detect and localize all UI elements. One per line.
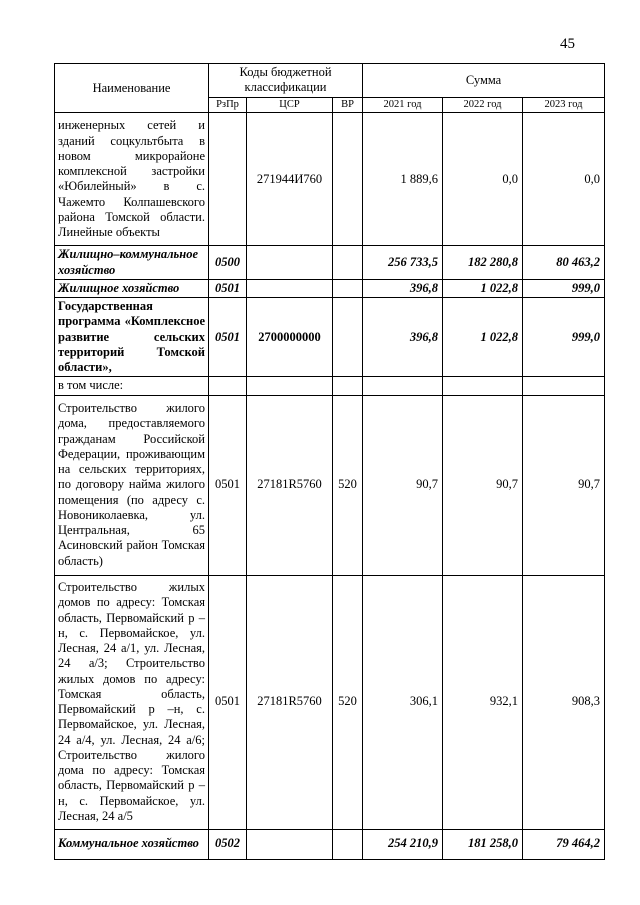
row-csr bbox=[247, 377, 333, 395]
row-name: Жилищно–коммунальное хозяйство bbox=[55, 246, 209, 280]
table-row bbox=[55, 279, 605, 297]
row-2021: 256 733,5 bbox=[363, 246, 443, 280]
row-csr: 27181R5760 bbox=[247, 575, 333, 829]
row-2022: 0,0 bbox=[443, 113, 523, 246]
header-codes: Коды бюджетной классификации bbox=[209, 64, 363, 98]
header-2022: 2022 год bbox=[443, 97, 523, 113]
row-name: Строительство жилого дома, предоставляемого гражданам Российской Федерации, проживающим на сельских территориях, по договору найма жилого помещения (по адресу с. Новониколаевка, ул. Центральная, 65 Асиновский район Томская область) bbox=[55, 395, 209, 575]
row-vr: 520 bbox=[333, 395, 363, 575]
budget-table bbox=[54, 63, 605, 860]
header-vr: ВР bbox=[333, 97, 363, 113]
row-2023: 90,7 bbox=[523, 395, 605, 575]
table-row bbox=[55, 829, 605, 859]
row-csr bbox=[247, 829, 333, 859]
row-name: инженерных сетей и зданий соцкультбыта в новом микрорайоне комплексной застройки «Юбилейный» в с. Чажемто Колпашевского района Томской области. Линейные объекты bbox=[55, 113, 209, 246]
row-csr bbox=[247, 246, 333, 280]
row-2023 bbox=[523, 377, 605, 395]
row-csr: 27181R5760 bbox=[247, 395, 333, 575]
row-csr: 2700000000 bbox=[247, 298, 333, 377]
header-2021: 2021 год bbox=[363, 97, 443, 113]
page-number: 45 bbox=[560, 36, 575, 52]
header-name: Наименование bbox=[55, 64, 209, 113]
row-name: Коммунальное хозяйство bbox=[55, 829, 209, 859]
row-2021: 396,8 bbox=[363, 279, 443, 297]
row-2023: 80 463,2 bbox=[523, 246, 605, 280]
table-row bbox=[55, 395, 605, 575]
row-2022: 1 022,8 bbox=[443, 279, 523, 297]
row-2022: 182 280,8 bbox=[443, 246, 523, 280]
row-name: Строительство жилых домов по адресу: Томская область, Первомайский р –н, с. Первомайское, ул. Лесная, 24 а/1, ул. Лесная, 24 а/3; Строительство жилых домов по адресу: Томская область, Первомайский р –н, с. Первомайское, ул. Лесная, 24 а/4, ул. Лесная, 24 а/6; Строительство жилого дома по адресу: Томская область, Первомайский р –н, с. Первомайское, ул. Лесная, 24 а/5 bbox=[55, 575, 209, 829]
row-rzpr bbox=[209, 113, 247, 246]
row-rzpr: 0501 bbox=[209, 395, 247, 575]
row-2022: 932,1 bbox=[443, 575, 523, 829]
row-2022: 1 022,8 bbox=[443, 298, 523, 377]
row-vr bbox=[333, 113, 363, 246]
row-vr bbox=[333, 279, 363, 297]
row-2021: 306,1 bbox=[363, 575, 443, 829]
row-rzpr: 0502 bbox=[209, 829, 247, 859]
header-rzpr: РзПр bbox=[209, 97, 247, 113]
row-2022: 90,7 bbox=[443, 395, 523, 575]
row-2021: 396,8 bbox=[363, 298, 443, 377]
row-2023: 79 464,2 bbox=[523, 829, 605, 859]
row-2021: 90,7 bbox=[363, 395, 443, 575]
row-2023: 0,0 bbox=[523, 113, 605, 246]
row-vr bbox=[333, 377, 363, 395]
row-csr: 271944И760 bbox=[247, 113, 333, 246]
table-row bbox=[55, 113, 605, 246]
row-name: Государственная программа «Комплексное развитие сельских территорий Томской области», bbox=[55, 298, 209, 377]
row-rzpr: 0501 bbox=[209, 298, 247, 377]
row-vr bbox=[333, 298, 363, 377]
table-row bbox=[55, 377, 605, 395]
header-sum: Сумма bbox=[363, 64, 605, 98]
row-rzpr: 0501 bbox=[209, 279, 247, 297]
row-2021 bbox=[363, 377, 443, 395]
table-row bbox=[55, 246, 605, 280]
table-row bbox=[55, 298, 605, 377]
header-2023: 2023 год bbox=[523, 97, 605, 113]
row-2022 bbox=[443, 377, 523, 395]
row-2023: 999,0 bbox=[523, 298, 605, 377]
row-vr bbox=[333, 246, 363, 280]
row-name: Жилищное хозяйство bbox=[55, 279, 209, 297]
row-rzpr bbox=[209, 377, 247, 395]
row-2023: 908,3 bbox=[523, 575, 605, 829]
row-2021: 1 889,6 bbox=[363, 113, 443, 246]
row-2023: 999,0 bbox=[523, 279, 605, 297]
header-csr: ЦСР bbox=[247, 97, 333, 113]
row-vr bbox=[333, 829, 363, 859]
table-row bbox=[55, 575, 605, 829]
row-name: в том числе: bbox=[55, 377, 209, 395]
row-rzpr: 0501 bbox=[209, 575, 247, 829]
row-2022: 181 258,0 bbox=[443, 829, 523, 859]
row-2021: 254 210,9 bbox=[363, 829, 443, 859]
row-vr: 520 bbox=[333, 575, 363, 829]
row-rzpr: 0500 bbox=[209, 246, 247, 280]
row-csr bbox=[247, 279, 333, 297]
